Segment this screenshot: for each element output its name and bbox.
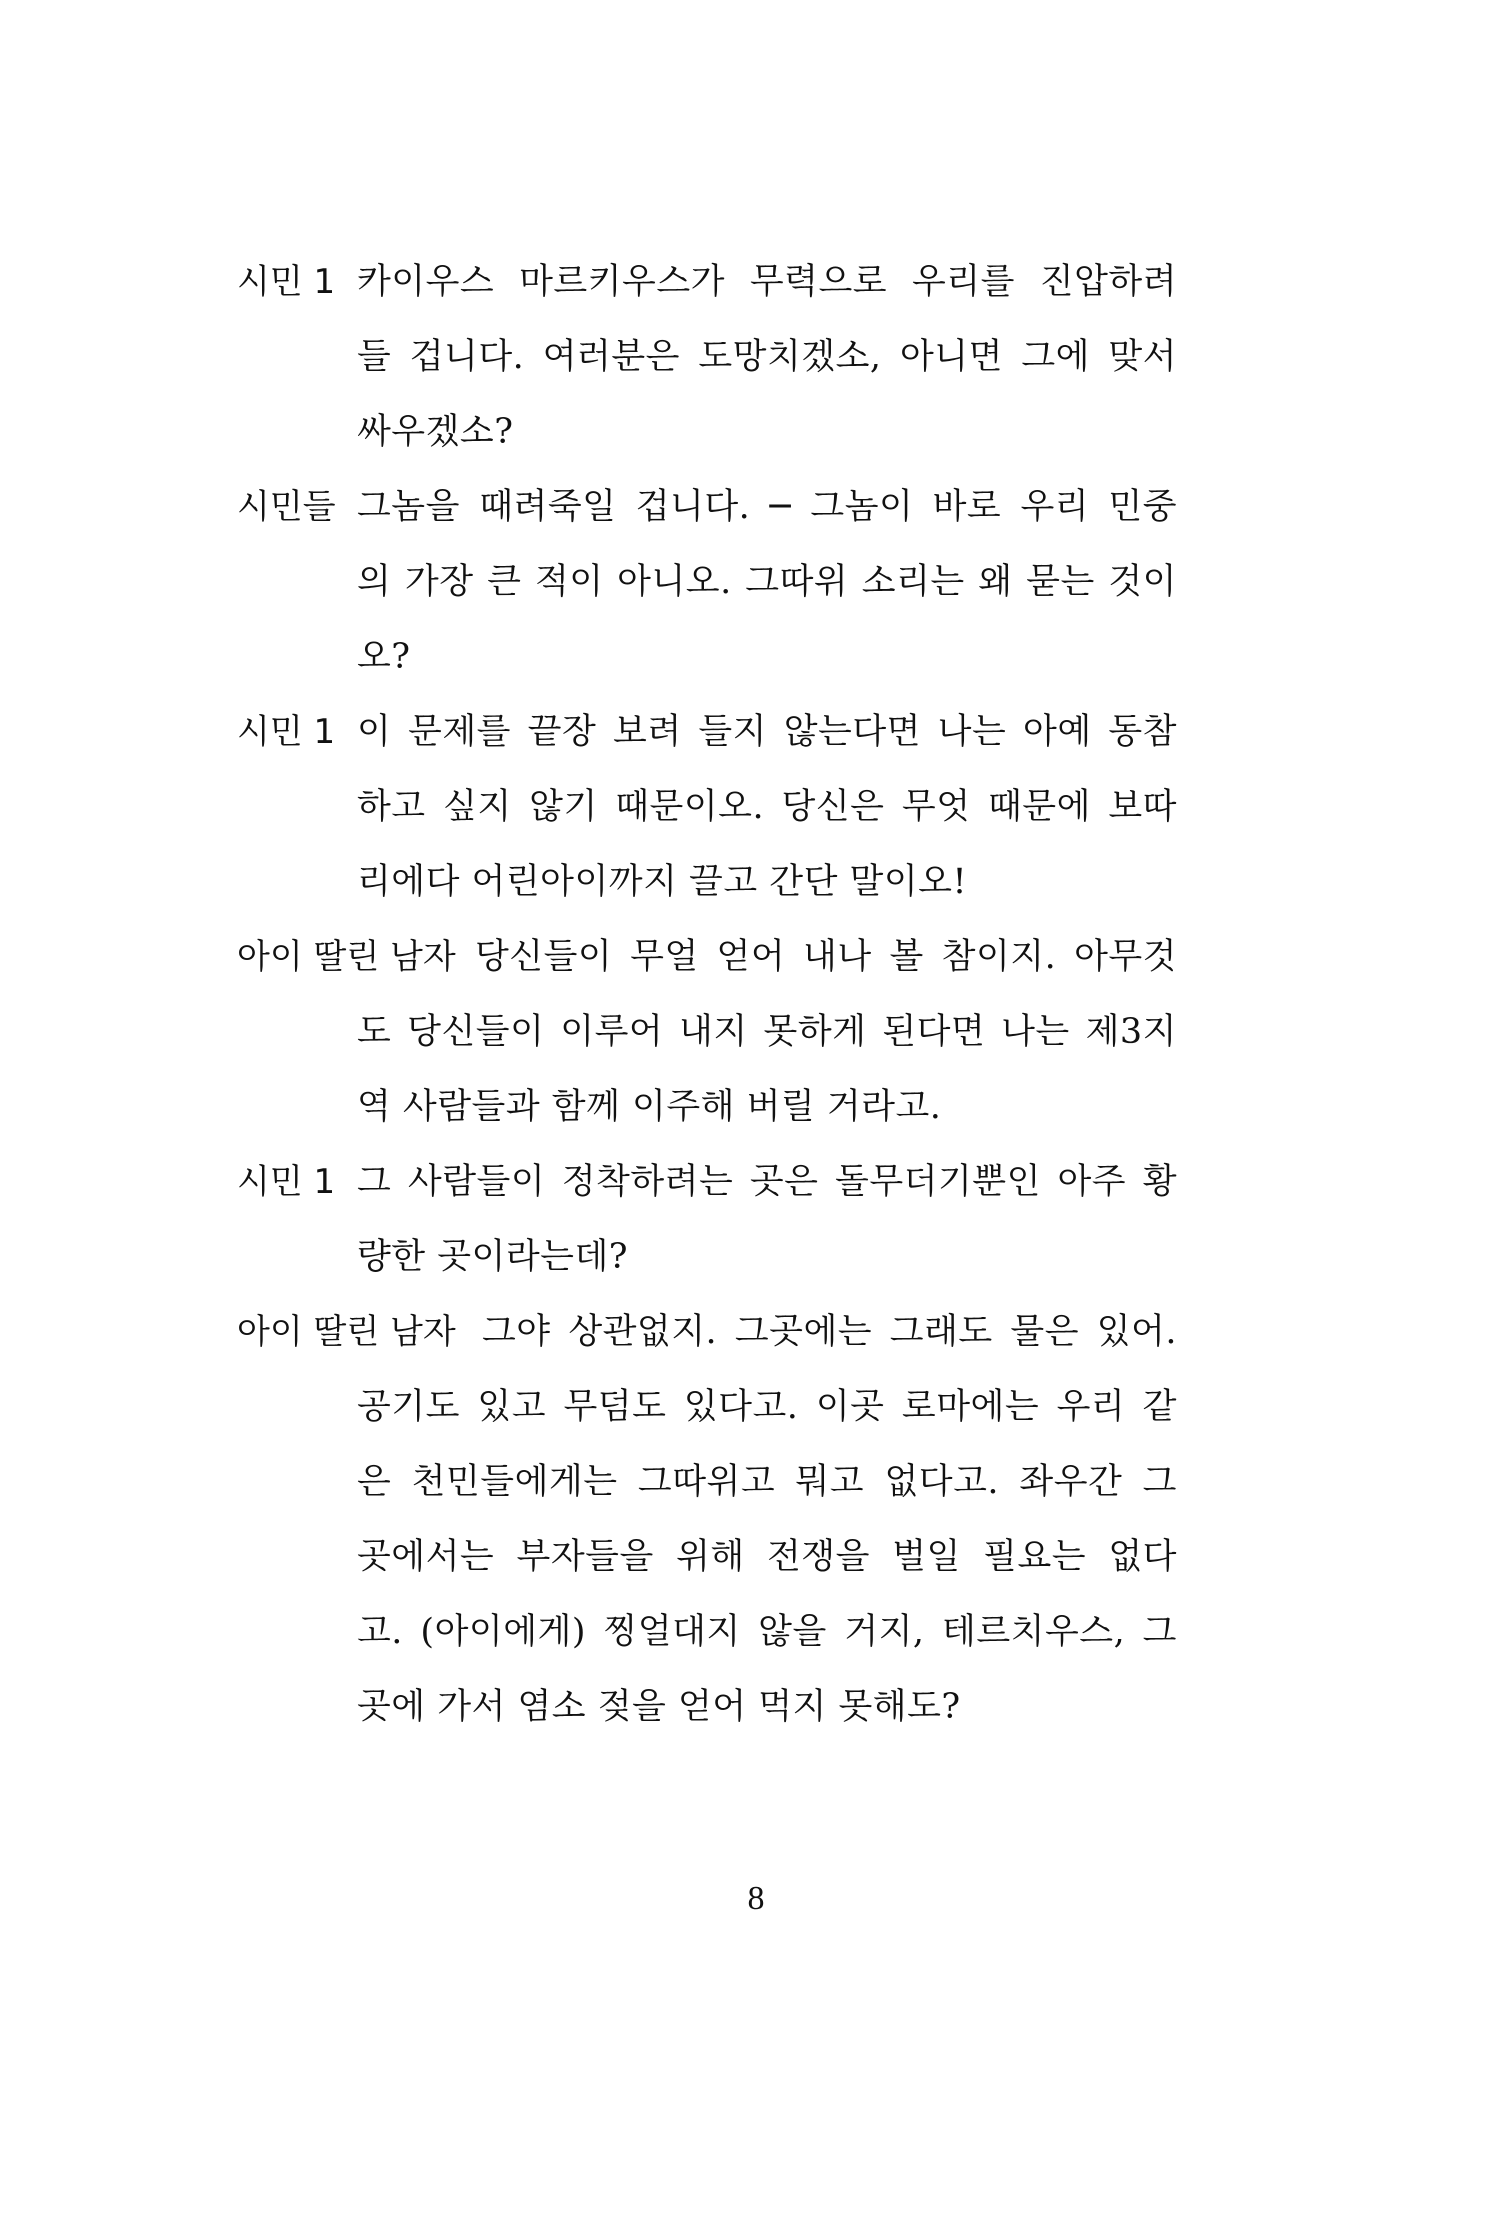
dialogue-text: 이 문제를 끝장 보려 들지 않는다면 나는 아예 동참 <box>357 712 1177 752</box>
dialogue-text: 고. (아이에게) 찡얼대지 않을 거지, 테르치우스, 그 <box>357 1612 1177 1652</box>
dialogue-text: 도 당신들이 이루어 내지 못하게 된다면 나는 제3지 <box>357 1012 1177 1052</box>
dialogue-line <box>237 1145 1177 1220</box>
dialogue-line <box>237 620 1177 695</box>
dialogue-text: 하고 싶지 않기 때문이오. 당신은 무엇 때문에 보따 <box>357 787 1177 827</box>
dialogue-line <box>237 395 1177 470</box>
dialogue-line <box>237 920 1177 995</box>
dialogue-line <box>237 1070 1177 1145</box>
dialogue-text: 곳에서는 부자들을 위해 전쟁을 벌일 필요는 없다 <box>357 1537 1177 1577</box>
speaker-label: 아이 딸린 남자 <box>237 937 456 977</box>
dialogue-line <box>237 1595 1177 1670</box>
speaker-label: 시민 1 <box>237 712 336 752</box>
dialogue-line <box>237 245 1177 320</box>
dialogue-text: 그야 상관없지. 그곳에는 그래도 물은 있어. <box>482 1312 1177 1352</box>
dialogue-text: 역 사람들과 함께 이주해 버릴 거라고. <box>357 1087 942 1127</box>
dialogue-text: 오? <box>357 637 411 677</box>
speaker-label: 시민들 <box>237 487 336 527</box>
dialogue-line <box>237 770 1177 845</box>
dialogue-text: 싸우겠소? <box>357 412 514 452</box>
dialogue-line <box>237 1670 1177 1745</box>
speaker-label: 아이 딸린 남자 <box>237 1312 456 1352</box>
dialogue-text: 그 사람들이 정착하려는 곳은 돌무더기뿐인 아주 황 <box>357 1162 1177 1202</box>
dialogue-line <box>237 545 1177 620</box>
dialogue-text: 곳에 가서 염소 젖을 얻어 먹지 못해도? <box>357 1687 961 1727</box>
speaker-label: 시민 1 <box>237 1162 336 1202</box>
dialogue-text: 카이우스 마르키우스가 무력으로 우리를 진압하려 <box>357 262 1177 302</box>
dialogue-line <box>237 995 1177 1070</box>
dialogue-line <box>237 845 1177 920</box>
dialogue-text: 의 가장 큰 적이 아니오. 그따위 소리는 왜 묻는 것이 <box>357 562 1177 602</box>
page-number: 8 <box>747 1880 765 1917</box>
dialogue-text: 그놈을 때려죽일 겁니다. ─ 그놈이 바로 우리 민중 <box>357 487 1177 527</box>
dialogue-line <box>237 695 1177 770</box>
dialogue-text: 량한 곳이라는데? <box>357 1237 629 1277</box>
dialogue-line <box>237 1520 1177 1595</box>
dialogue-text: 들 겁니다. 여러분은 도망치겠소, 아니면 그에 맞서 <box>357 337 1177 377</box>
script-dialogue <box>237 245 1177 1745</box>
dialogue-line <box>237 1370 1177 1445</box>
dialogue-text: 당신들이 무얼 얻어 내나 볼 참이지. 아무것 <box>475 937 1177 977</box>
dialogue-text: 은 천민들에게는 그따위고 뭐고 없다고. 좌우간 그 <box>357 1462 1177 1502</box>
dialogue-line <box>237 470 1177 545</box>
dialogue-line <box>237 320 1177 395</box>
speaker-label: 시민 1 <box>237 262 336 302</box>
dialogue-text: 공기도 있고 무덤도 있다고. 이곳 로마에는 우리 같 <box>357 1387 1177 1427</box>
dialogue-line <box>237 1445 1177 1520</box>
dialogue-line <box>237 1295 1177 1370</box>
dialogue-text: 리에다 어린아이까지 끌고 간단 말이오! <box>357 862 968 902</box>
dialogue-line <box>237 1220 1177 1295</box>
